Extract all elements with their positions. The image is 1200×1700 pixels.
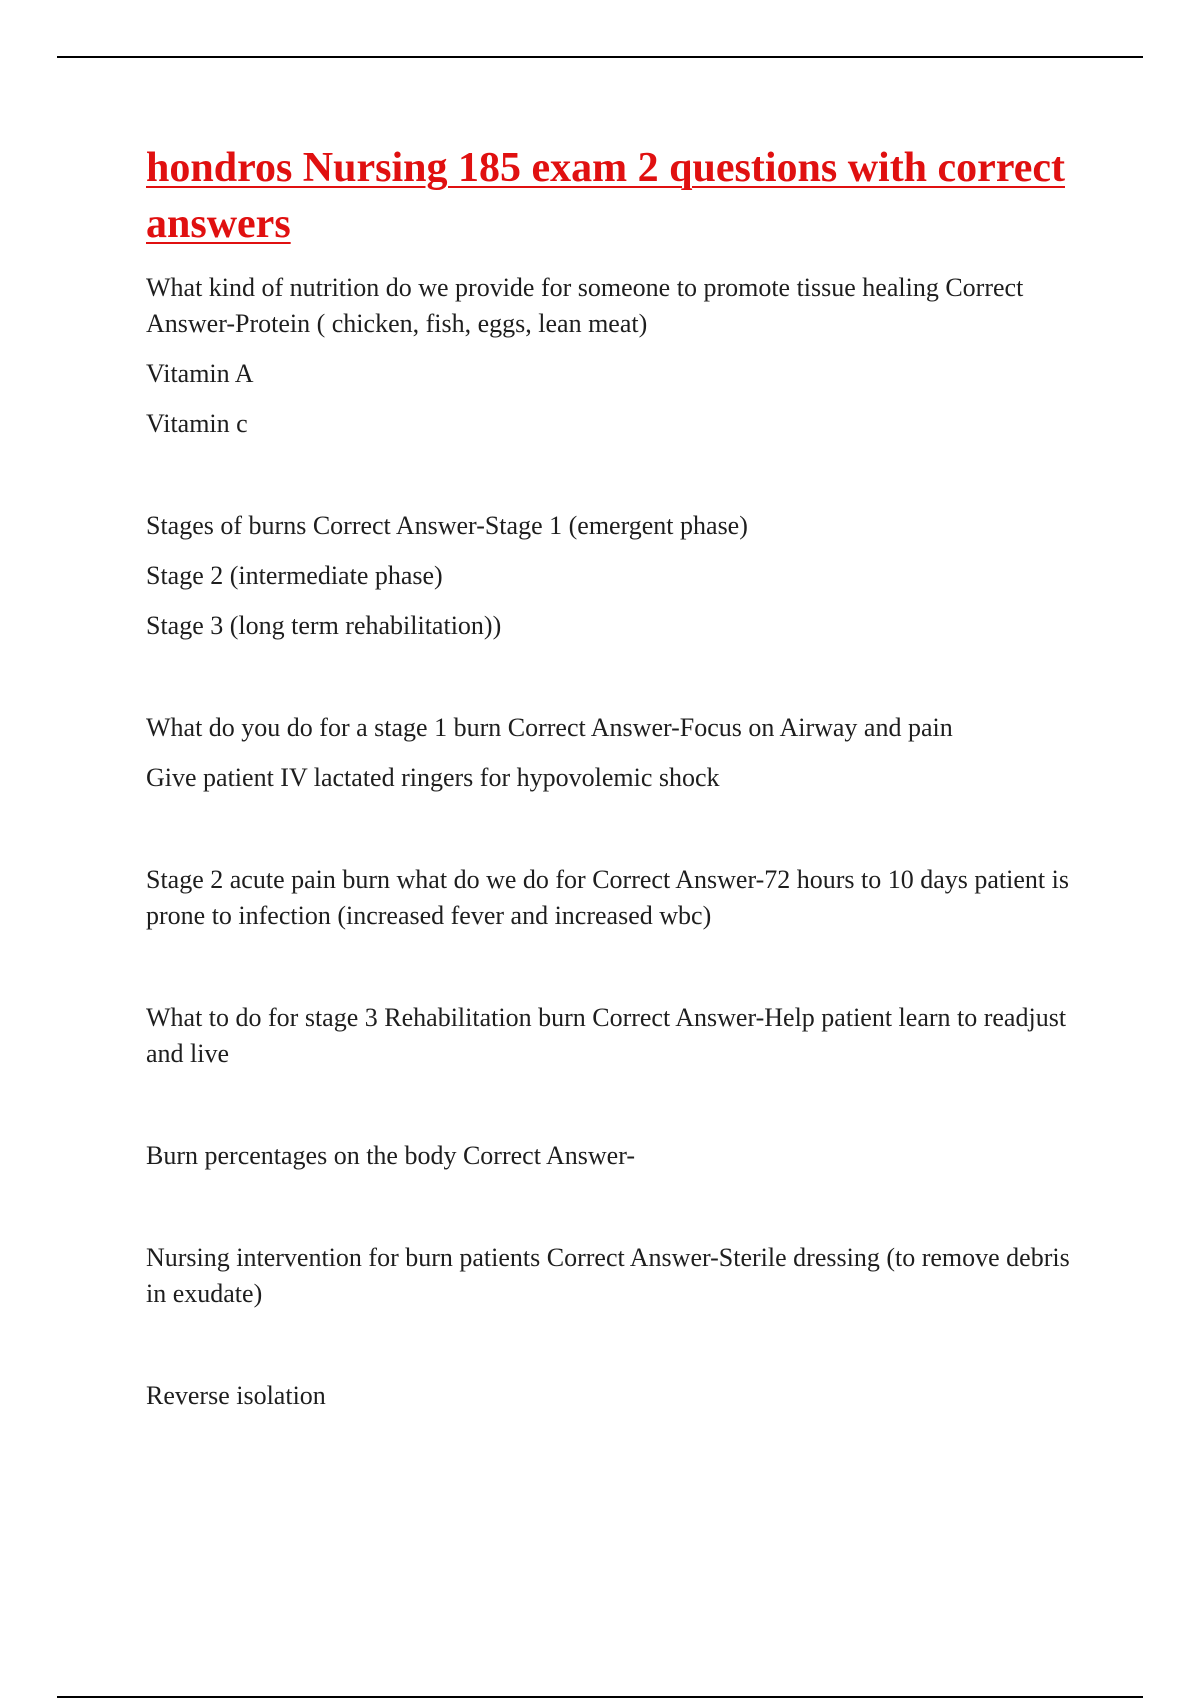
answer-stage-2: Stage 2 (intermediate phase)	[146, 561, 443, 590]
qa-stages-of-burns: Stages of burns Correct Answer-Stage 1 (emergent phase)	[146, 511, 748, 540]
document-title: hondros Nursing 185 exam 2 questions with correct answers	[146, 145, 1065, 247]
qa-burn-percentages: Burn percentages on the body Correct Answer-	[146, 1141, 635, 1170]
answer-vitamin-c: Vitamin c	[146, 409, 248, 438]
qa-nutrition: What kind of nutrition do we provide for someone to promote tissue healing Correct Answer-Protein ( chicken, fish, eggs, lean meat)	[146, 273, 1024, 338]
answer-reverse-isolation: Reverse isolation	[146, 1381, 326, 1410]
answer-vitamin-a: Vitamin A	[146, 359, 254, 388]
bottom-rule	[57, 1696, 1143, 1698]
document-body	[146, 140, 1086, 1414]
top-rule	[57, 56, 1143, 58]
qa-stage-1-burn: What do you do for a stage 1 burn Correct Answer-Focus on Airway and pain	[146, 713, 953, 742]
qa-stage-2-acute-pain: Stage 2 acute pain burn what do we do for Correct Answer-72 hours to 10 days patient is prone to infection (increased fever and increased wbc)	[146, 865, 1069, 930]
qa-nursing-intervention: Nursing intervention for burn patients Correct Answer-Sterile dressing (to remove debris in exudate)	[146, 1243, 1070, 1308]
answer-iv-lactated-ringers: Give patient IV lactated ringers for hypovolemic shock	[146, 763, 720, 792]
answer-stage-3: Stage 3 (long term rehabilitation))	[146, 611, 502, 640]
qa-stage-3-rehabilitation: What to do for stage 3 Rehabilitation burn Correct Answer-Help patient learn to readjust and live	[146, 1003, 1067, 1068]
